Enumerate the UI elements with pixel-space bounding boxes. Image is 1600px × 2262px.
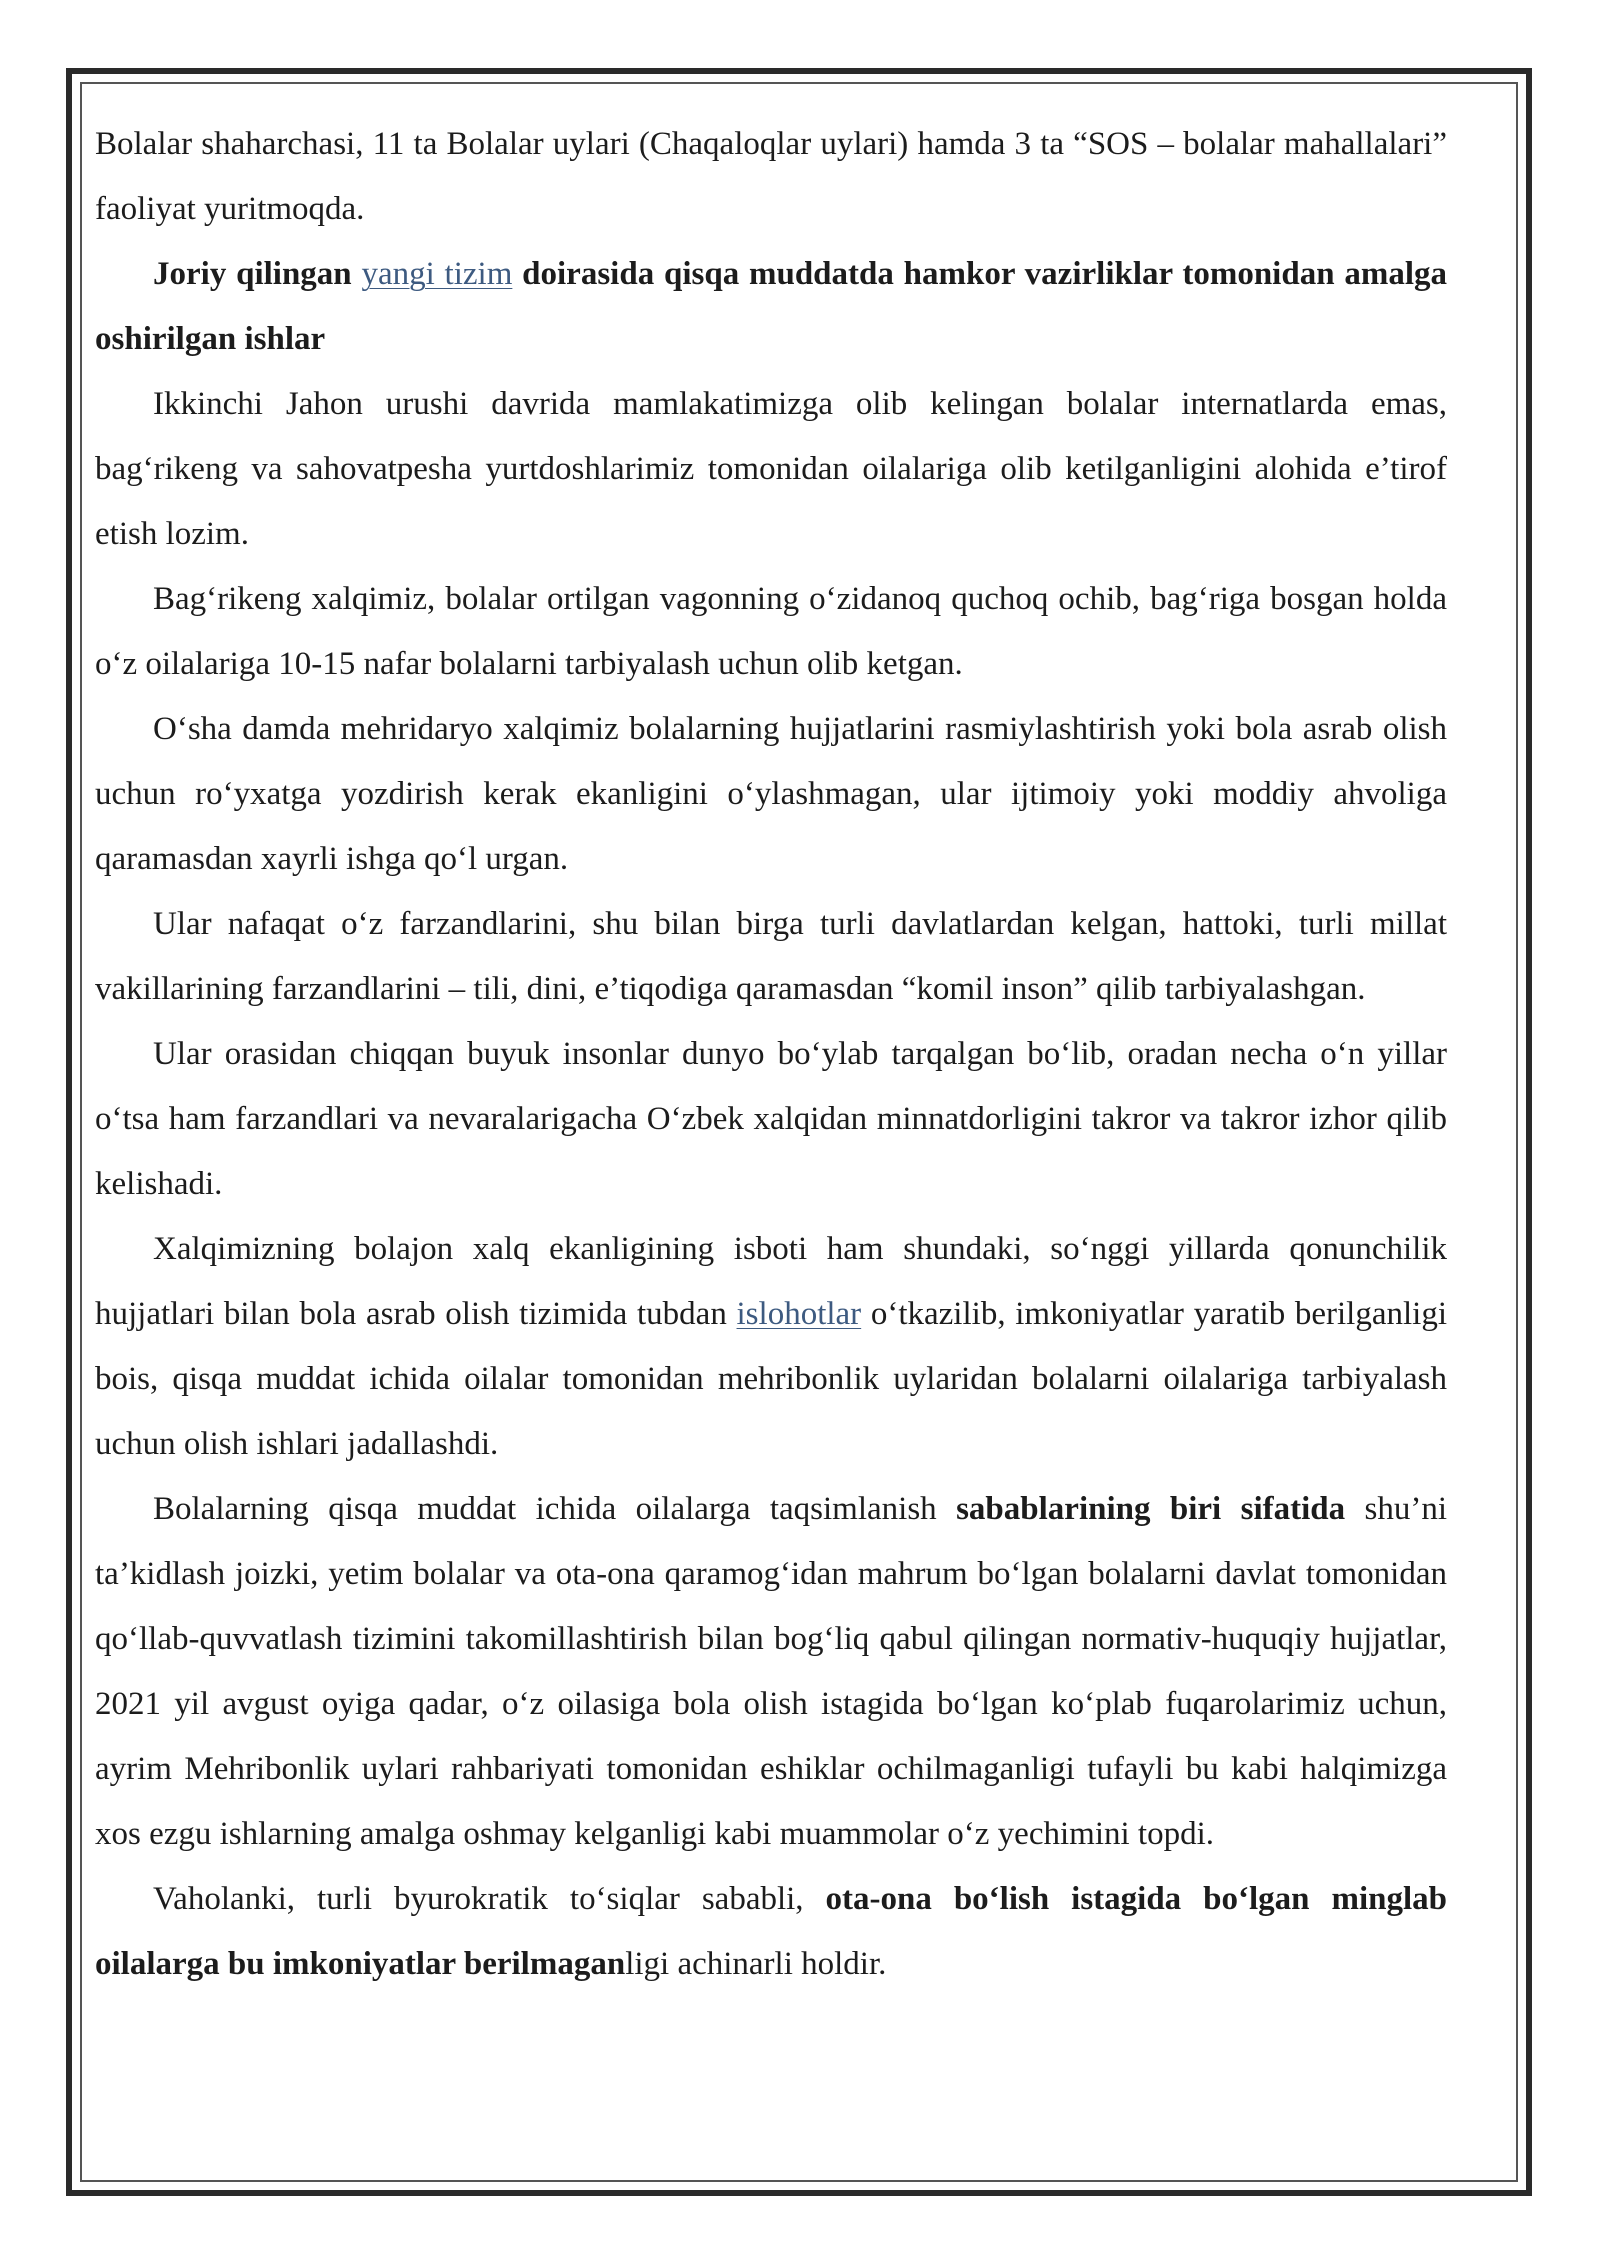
paragraph-buyuk-insonlar — [95, 1022, 1447, 1217]
paragraph-vaholanki — [95, 1867, 1447, 1997]
link-islohotlar[interactable]: islohotlar — [736, 1296, 862, 1332]
paragraph-text-before: Vaholanki, turli byurokratik to‘siqlar sababli, — [153, 1881, 826, 1917]
paragraph-text-after: o‘tkazilib, imkoniyatlar yaratib berilganligi bois, qisqa muddat ichida oilalar tomonidan mehribonlik uylaridan bolalarni oilalariga tarbiyalash uchun olish ishlari jadallashdi. — [95, 1296, 1448, 1462]
link-yangi-tizim[interactable]: yangi tizim — [361, 256, 513, 292]
paragraph-intro — [95, 112, 1447, 242]
section-heading — [95, 242, 1447, 372]
paragraph-bold-phrase: sabablarining biri sifatida — [956, 1491, 1346, 1527]
paragraph-bagrikeng — [95, 567, 1447, 697]
paragraph-text: Ular orasidan chiqqan buyuk insonlar dunyo bo‘ylab tarqalgan bo‘lib, oradan necha o‘n yillar o‘tsa ham farzandlari va nevaralarigacha O‘zbek xalqidan minnatdorligini takror va takror izhor qilib kelishadi. — [95, 1036, 1447, 1202]
paragraph-text: O‘sha damda mehridaryo xalqimiz bolalarning hujjatlarini rasmiylashtirish yoki bola asrab olish uchun ro‘yxatga yozdirish kerak ekanligini o‘ylashmagan, ular ijtimoiy yoki moddiy ahvoliga qaramasdan xayrli ishga qo‘l urgan. — [95, 711, 1447, 877]
paragraph-text-before: Xalqimizning bolajon xalq ekanligining isboti ham shundaki, so‘nggi yillarda qonunchilik hujjatlari bilan bola asrab olish tizimida tubdan — [95, 1231, 1447, 1332]
paragraph-bolajon-xalq — [95, 1217, 1447, 1477]
paragraph-bold-phrase: ota-ona bo‘lish istagida bo‘lgan minglab oilalarga bu imkoniyatlar berilmagan — [95, 1881, 1448, 1982]
document-body — [95, 112, 1447, 1997]
paragraph-text: Bag‘rikeng xalqimiz, bolalar ortilgan vagonning o‘zidanoq quchoq ochib, bag‘riga bosgan holda o‘z oilalariga 10-15 nafar bolalarni tarbiyalash uchun olib ketgan. — [95, 581, 1447, 682]
paragraph-text-before: Bolalarning qisqa muddat ichida oilalarga taqsimlanish — [153, 1491, 957, 1527]
heading-text-start: Joriy qilingan — [153, 256, 362, 292]
paragraph-nafaqat — [95, 892, 1447, 1022]
paragraph-sabablar — [95, 1477, 1447, 1867]
paragraph-ww2 — [95, 372, 1447, 567]
paragraph-text-after: ligi achinarli holdir. — [625, 1946, 887, 1982]
paragraph-text: Ular nafaqat o‘z farzandlarini, shu bilan birga turli davlatlardan kelgan, hattoki, turli millat vakillarining farzandlarini – tili, dini, e’tiqodiga qaramasdan “komil inson” qilib tarbiyalashgan. — [95, 906, 1447, 1007]
paragraph-text: Bolalar shaharchasi, 11 ta Bolalar uylari (Chaqaloqlar uylari) hamda 3 ta “SOS – bolalar mahallalari” faoliyat yuritmoqda. — [95, 126, 1447, 227]
heading-text-end: doirasida qisqa muddatda hamkor vazirliklar tomonidan amalga oshirilgan ishlar — [95, 256, 1447, 357]
paragraph-text: Ikkinchi Jahon urushi davrida mamlakatimizga olib kelingan bolalar internatlarda emas, bag‘rikeng va sahovatpesha yurtdoshlarimiz tomonidan oilalariga olib ketilganligini alohida e’tirof etish lozim. — [95, 386, 1447, 552]
paragraph-mehridaryo — [95, 697, 1447, 892]
paragraph-text-after: shu’ni ta’kidlash joizki, yetim bolalar va ota-ona qaramog‘idan mahrum bo‘lgan bolalarni davlat tomonidan qo‘llab-quvvatlash tizimini takomillashtirish bilan bog‘liq qabul qilingan normativ-huquqiy hujjatlar, 2021 yil avgust oyiga qadar, o‘z oilasiga bola olish istagida bo‘lgan ko‘plab fuqarolarimiz uchun, ayrim Mehribonlik uylari rahbariyati tomonidan eshiklar ochilmaganligi tufayli bu kabi halqimizga xos ezgu ishlarning amalga oshmay kelganligi kabi muammolar o‘z yechimini topdi. — [95, 1491, 1448, 1852]
